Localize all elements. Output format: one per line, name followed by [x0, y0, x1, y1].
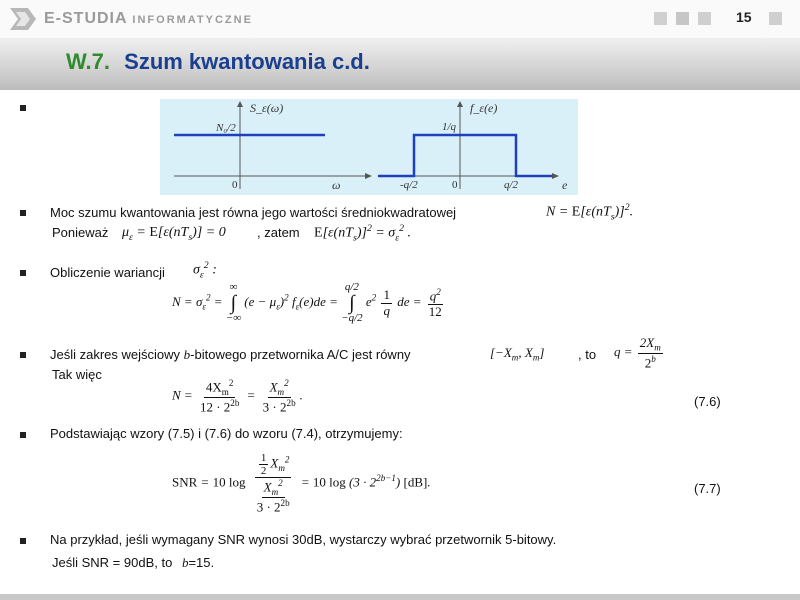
slide-title: [66, 49, 370, 75]
left-level-label: N₀/2: [216, 122, 236, 134]
bullet-marker: [20, 105, 26, 111]
bullet-2-text-2b: , zatem: [257, 225, 300, 240]
square-icon: [654, 12, 667, 25]
square-icon: [676, 12, 689, 25]
arrow-icon: [237, 101, 243, 107]
logo: [8, 3, 253, 35]
equation-step: q = $\frac{2X_m}{2^b}$: [614, 335, 661, 370]
equation-mean-zero: $\mu_\varepsilon = E[\varepsilon(nT_s)] = 0$: [122, 225, 226, 243]
right-origin-label: 0: [452, 179, 458, 191]
bullet-4-text-c: , to: [578, 347, 597, 362]
title-number: W.7.: [66, 49, 111, 74]
title-text: Szum kwantowania c.d.: [124, 49, 370, 74]
equation-noise-power: $N = E[\varepsilon(nT_s)]^2$.: [546, 202, 634, 223]
left-xlabel: ω: [332, 178, 341, 192]
equation-sigma: $\sigma_\varepsilon^2$ :: [193, 260, 217, 281]
top-bar: [0, 0, 800, 38]
bullet-6-text-2b: =15.: [188, 555, 215, 570]
equation-noise-result: N = $\frac{4X_m^2}{12 \cdot 2^{2b}}$ = $\frac{X_m^2}{3 \cdot 2^{2b}}$ .: [172, 378, 303, 415]
arrow-icon: [552, 173, 559, 179]
nav-squares: [654, 12, 711, 25]
bullet-5-text: Podstawiając wzory (7.5) i (7.6) do wzoru (7.4), otrzymujemy:: [50, 426, 403, 441]
bullet-6-text-2: [52, 555, 214, 571]
bullet-marker: [20, 538, 26, 544]
equation-number-77: (7.7): [694, 481, 721, 496]
right-tick-right: q/2: [504, 179, 519, 191]
bullet-2-text-2a: Ponieważ: [52, 225, 109, 240]
symbol-b: b: [181, 555, 189, 570]
square-icon: [698, 12, 711, 25]
page-number: 15: [736, 9, 752, 25]
footer-bar: [0, 594, 800, 600]
equation-snr: SNR = 10 log $\frac{1}{2}$ $X_m^2$ $\frac{X_m^2}{3 \cdot 2^{2b}}$ = 10 $\log (3 \cdot 2^{2b-1})$ [dB].: [172, 452, 431, 515]
bullet-4-text: [50, 347, 411, 363]
bullet-4-line2: Tak więc: [52, 367, 102, 382]
equation-variance-integral: $N = \sigma_\varepsilon^2$ = ∞ ∫ −∞ $(e - \mu_\varepsilon)^2$ $f_\varepsilon(e)de = q/2$ ∫ −q/2 $e^2$ $\frac{1}{q}$ de = $\frac{q^2}{12}$: [172, 281, 442, 324]
bullet-marker: [20, 432, 26, 438]
right-ylabel: f_ε(e): [470, 101, 498, 115]
bullet-6-text-2a: Jeśli SNR = 90dB, to: [52, 555, 173, 570]
left-ylabel: S_ε(ω): [250, 101, 284, 115]
equation-range: [$-X_m$, $X_m$]: [490, 345, 545, 363]
logo-sub: INFORMATYCZNE: [132, 14, 253, 26]
bullet-4-text-a: Jeśli zakres wejściowy: [50, 347, 181, 362]
right-xlabel: e: [562, 178, 568, 192]
left-origin-label: 0: [232, 179, 238, 191]
bullet-marker: [20, 270, 26, 276]
logo-icon: [8, 6, 38, 32]
noise-figure: [160, 99, 578, 195]
bullet-marker: [20, 210, 26, 216]
bullet-marker: [20, 352, 26, 358]
equation-variance-identity: $E[\varepsilon(nT_s)]^2 = \sigma_\varepsilon^2$ .: [314, 223, 411, 244]
bullet-2-text: Moc szumu kwantowania jest równa jego wartości średniokwadratowej: [50, 205, 457, 220]
right-level-label: 1/q: [442, 121, 457, 133]
logo-main: E-STUDIA: [44, 10, 127, 27]
right-tick-left: -q/2: [400, 179, 418, 191]
bullet-3-text: Obliczenie wariancji: [50, 265, 165, 280]
pdf-line: [378, 135, 552, 176]
arrow-icon: [457, 101, 463, 107]
bullet-6-text: Na przykład, jeśli wymagany SNR wynosi 30dB, wystarczy wybrać przetwornik 5-bitowy.: [50, 532, 557, 547]
bullet-4-text-b: -bitowego przetwornika A/C jest równy: [190, 347, 411, 362]
noise-plots: [160, 99, 578, 195]
symbol-b: b: [183, 347, 191, 362]
equation-number-76: (7.6): [694, 394, 721, 409]
arrow-icon: [365, 173, 372, 179]
logo-text: [44, 10, 253, 28]
square-icon: [769, 12, 782, 25]
